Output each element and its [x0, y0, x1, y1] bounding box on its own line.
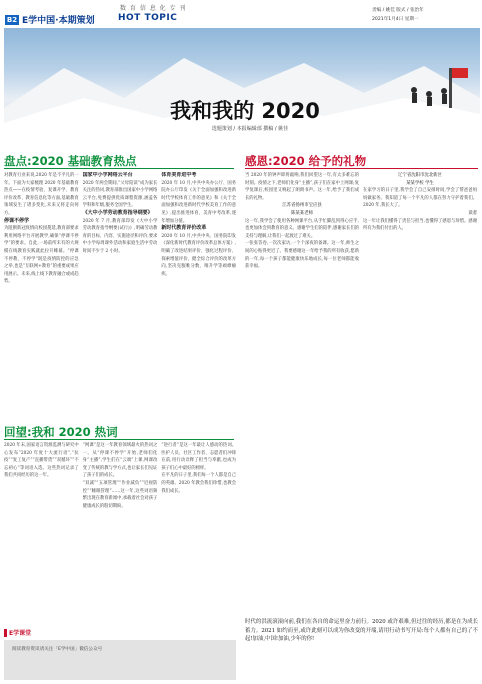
left-bottom-col1: [4, 442, 79, 620]
left-top-heading: 停课不停学: [4, 217, 30, 224]
left-bottom-col2: [83, 442, 158, 620]
footer-note-box: [4, 640, 236, 680]
right-top-author-place: 辽宁省沈阳市沈北新区: [398, 173, 442, 178]
left-bottom-para: “双减”“五项管理”“作业减负”“近视防控”“睡眠管理”……这一年,这些词语频繁出现在教育新闻中,承载着社会对孩子健康成长的殷切期盼。: [82, 480, 158, 509]
divider-left-top: [4, 168, 234, 169]
left-top-para: 为阻断新冠疫情向校园蔓延,教育部要求利用网络平台开展教学,确保“停课不停学”的要求。自此,一场前所未有的大规模在线教育实践就此拉开帷幕。“停课不停教、不停学”既是疫情防控的应急之举,也是“互联网+教育”的重要成果应用展示。未来,线上线下教育融合或成趋势。: [4, 226, 79, 285]
header-brand-en: HOT TOPIC: [118, 13, 178, 23]
badge-label: E学课堂: [9, 630, 32, 637]
left-top-para: 2020 年两会期间,“父母陪读”成为家长关注的热词,教育部推出国家中小学网络云平台,免费提供优质课程资源,涵盖各学科和年级,服务全国学生。: [82, 180, 158, 209]
badge-marker-icon: [4, 629, 7, 637]
left-top-col3: [161, 172, 236, 424]
right-top-col2: [363, 172, 477, 642]
left-bottom-para: 在平凡的日子里,我们每一个人都是自己的英雄。2020 年教会我们珍惜,也教会我们成长。: [161, 473, 237, 494]
left-top-para: 2020 年 7 月,教育部印发《大中小学劳动教育指导纲要(试行)》,明确劳动教育的目标、内容、实施途径和评价,要求中小学每周课外活动和家庭生活中劳动时间不少于 2 小时。: [82, 218, 158, 254]
left-top-columns: [4, 172, 236, 424]
left-top-para: 对教育行业来说,2020 年是不平凡的一年。下面为大家梳理 2020 年基础教育热点——在疫情考验、复课开学、教育评价改革、教育信息化等方面,基础教育领域发生了诸多变化,未来又将走向何方。: [4, 173, 79, 216]
feature-title: 我和我的 2020: [170, 99, 320, 123]
left-bottom-col3: [161, 442, 236, 620]
divider-left-bottom: [4, 439, 234, 440]
section-title-hotspots: 盘点:2020 基础教育热点: [4, 154, 137, 168]
left-bottom-para: “网课”是这一年教育领域最火的热词之一。从“停课不停学”开始,老师们化身“主播”,学生们在“云端”上课,网课改变了传统的教与学方式,也让家长们见证了孩子们的成长。: [82, 443, 158, 479]
left-top-heading: 体育美育进中考: [161, 172, 197, 178]
header-editor: 责编 / 姚佳 版式 / 张治年: [372, 8, 424, 13]
right-top-col1: [245, 172, 359, 642]
right-top-para: 在家学习的日子里,我学会了自己安排时间,学会了帮爸爸妈妈做家务。我知道了每一个平凡的人都在努力守护着我们。2020 年,我长大了。: [363, 188, 477, 209]
right-top-para: 这一年让我们懂得了责任与担当,也懂得了感恩与珍惜。感谢所有为我们付出的人。: [363, 218, 477, 232]
page-code-badge: B2: [6, 16, 18, 24]
left-top-col1: [4, 172, 79, 424]
divider-right-top: [245, 168, 478, 169]
footer-note: 阅读教育资讯请关注「E学中国」微信公众号: [12, 647, 103, 652]
section-title-hotwords: 回望:我和 2020 热词: [4, 425, 118, 439]
left-top-col2: [83, 172, 158, 424]
header-slogan: 数 育 信 息 化 专 刊: [120, 5, 187, 12]
left-bottom-para: 2020 年末,国家语言资源监测与研究中心发布“2020 年度十大流行语”,“抗疫”“复工复产”“直播带货”“双循环”“不忘初心”等词语入选。这些热词记录了我们共同经历的这一年。: [4, 443, 79, 479]
left-bottom-para: “逆行者”是这一年最让人感动的热词。医护人员、社区工作者、志愿者们冲锋在前,用行动诠释了担当与奉献,也成为孩子们心中最好的榜样。: [161, 443, 237, 471]
header-bar: [0, 0, 482, 28]
left-top-heading: 《大中小学劳动教育指导纲要》: [82, 209, 153, 216]
right-top-columns: [245, 172, 478, 642]
left-top-heading: 新时代教育评价改革: [161, 225, 207, 232]
header-date: 2021年1月4日 星期一: [372, 17, 419, 22]
closing-quote: 时代的洪流滚滚向前,我们在各自的命运里奋力前行。2020 或许艰难,但过往的经历,都是在为成长蓄力。2021 如约而至,或许此刻可以成为你改变的开端,请用行动书写开局:每个人都有自己的了不起!加油,中国!加油,少年的你!: [245, 619, 478, 643]
right-top-author-name: 某某学校 学生: [406, 180, 434, 186]
right-top-para: 一张张答卷,一次次家访,一个个深夜的备课。这一年,师生之间的心贴得更近了。我要感谢这一年给予我的所有收获,愿新的一年,每一个孩子都能健康快乐地成长,每一位老师都能收获幸福。: [245, 241, 359, 270]
e-classroom-badge: [4, 628, 31, 637]
right-top-author-name: 陈某某老师: [291, 210, 313, 216]
feature-credits: 选题策划 / 本报编辑部 撰稿 / 姚佳: [211, 126, 289, 132]
left-top-para: 2020 年 10 月,中共中央、国务院印发《深化新时代教育评价改革总体方案》,明确了改进结果评价、强化过程评价、探索增值评价、健全综合评价的改革方向,坚决克服唯分数、唯升学等顽瘴痼疾。: [161, 233, 237, 277]
left-top-para: 2020 年 10 月,中共中央办公厅、国务院办公厅印发《关于全面加强和改进新时代学校体育工作的意见》和《关于全面加强和改进新时代学校美育工作的意见》,提出推进体育、美育中考改革,逐年增加分值。: [161, 180, 237, 224]
right-top-author-name: 读者: [468, 210, 477, 216]
left-bottom-columns: [4, 442, 236, 620]
right-top-para: 这一年,我学会了使用各种网课平台,从手忙脚乱到得心应手,也更加体会到教育的意义。感谢学生们的陪伴,感谢家长们的支持与理解,让我们一起渡过了难关。: [245, 218, 359, 239]
right-top-para: 当 2020 年的钟声即将敲响,我们回望这一年,有太多难忘的时刻。疫情之下,老师们化身“主播”,孩子们在家中上网课;复学复课后,校园里又响起了朗朗书声。这一年,给予了我们成长的礼物。: [245, 173, 359, 201]
left-top-heading: 国家中小学网络云平台: [82, 172, 133, 178]
header-brand: E学中国·本期策划: [22, 16, 95, 26]
right-top-author-place: 江苏省扬州市宝应县: [282, 203, 322, 209]
section-title-gratitude: 感恩:2020 给予的礼物: [245, 154, 367, 168]
